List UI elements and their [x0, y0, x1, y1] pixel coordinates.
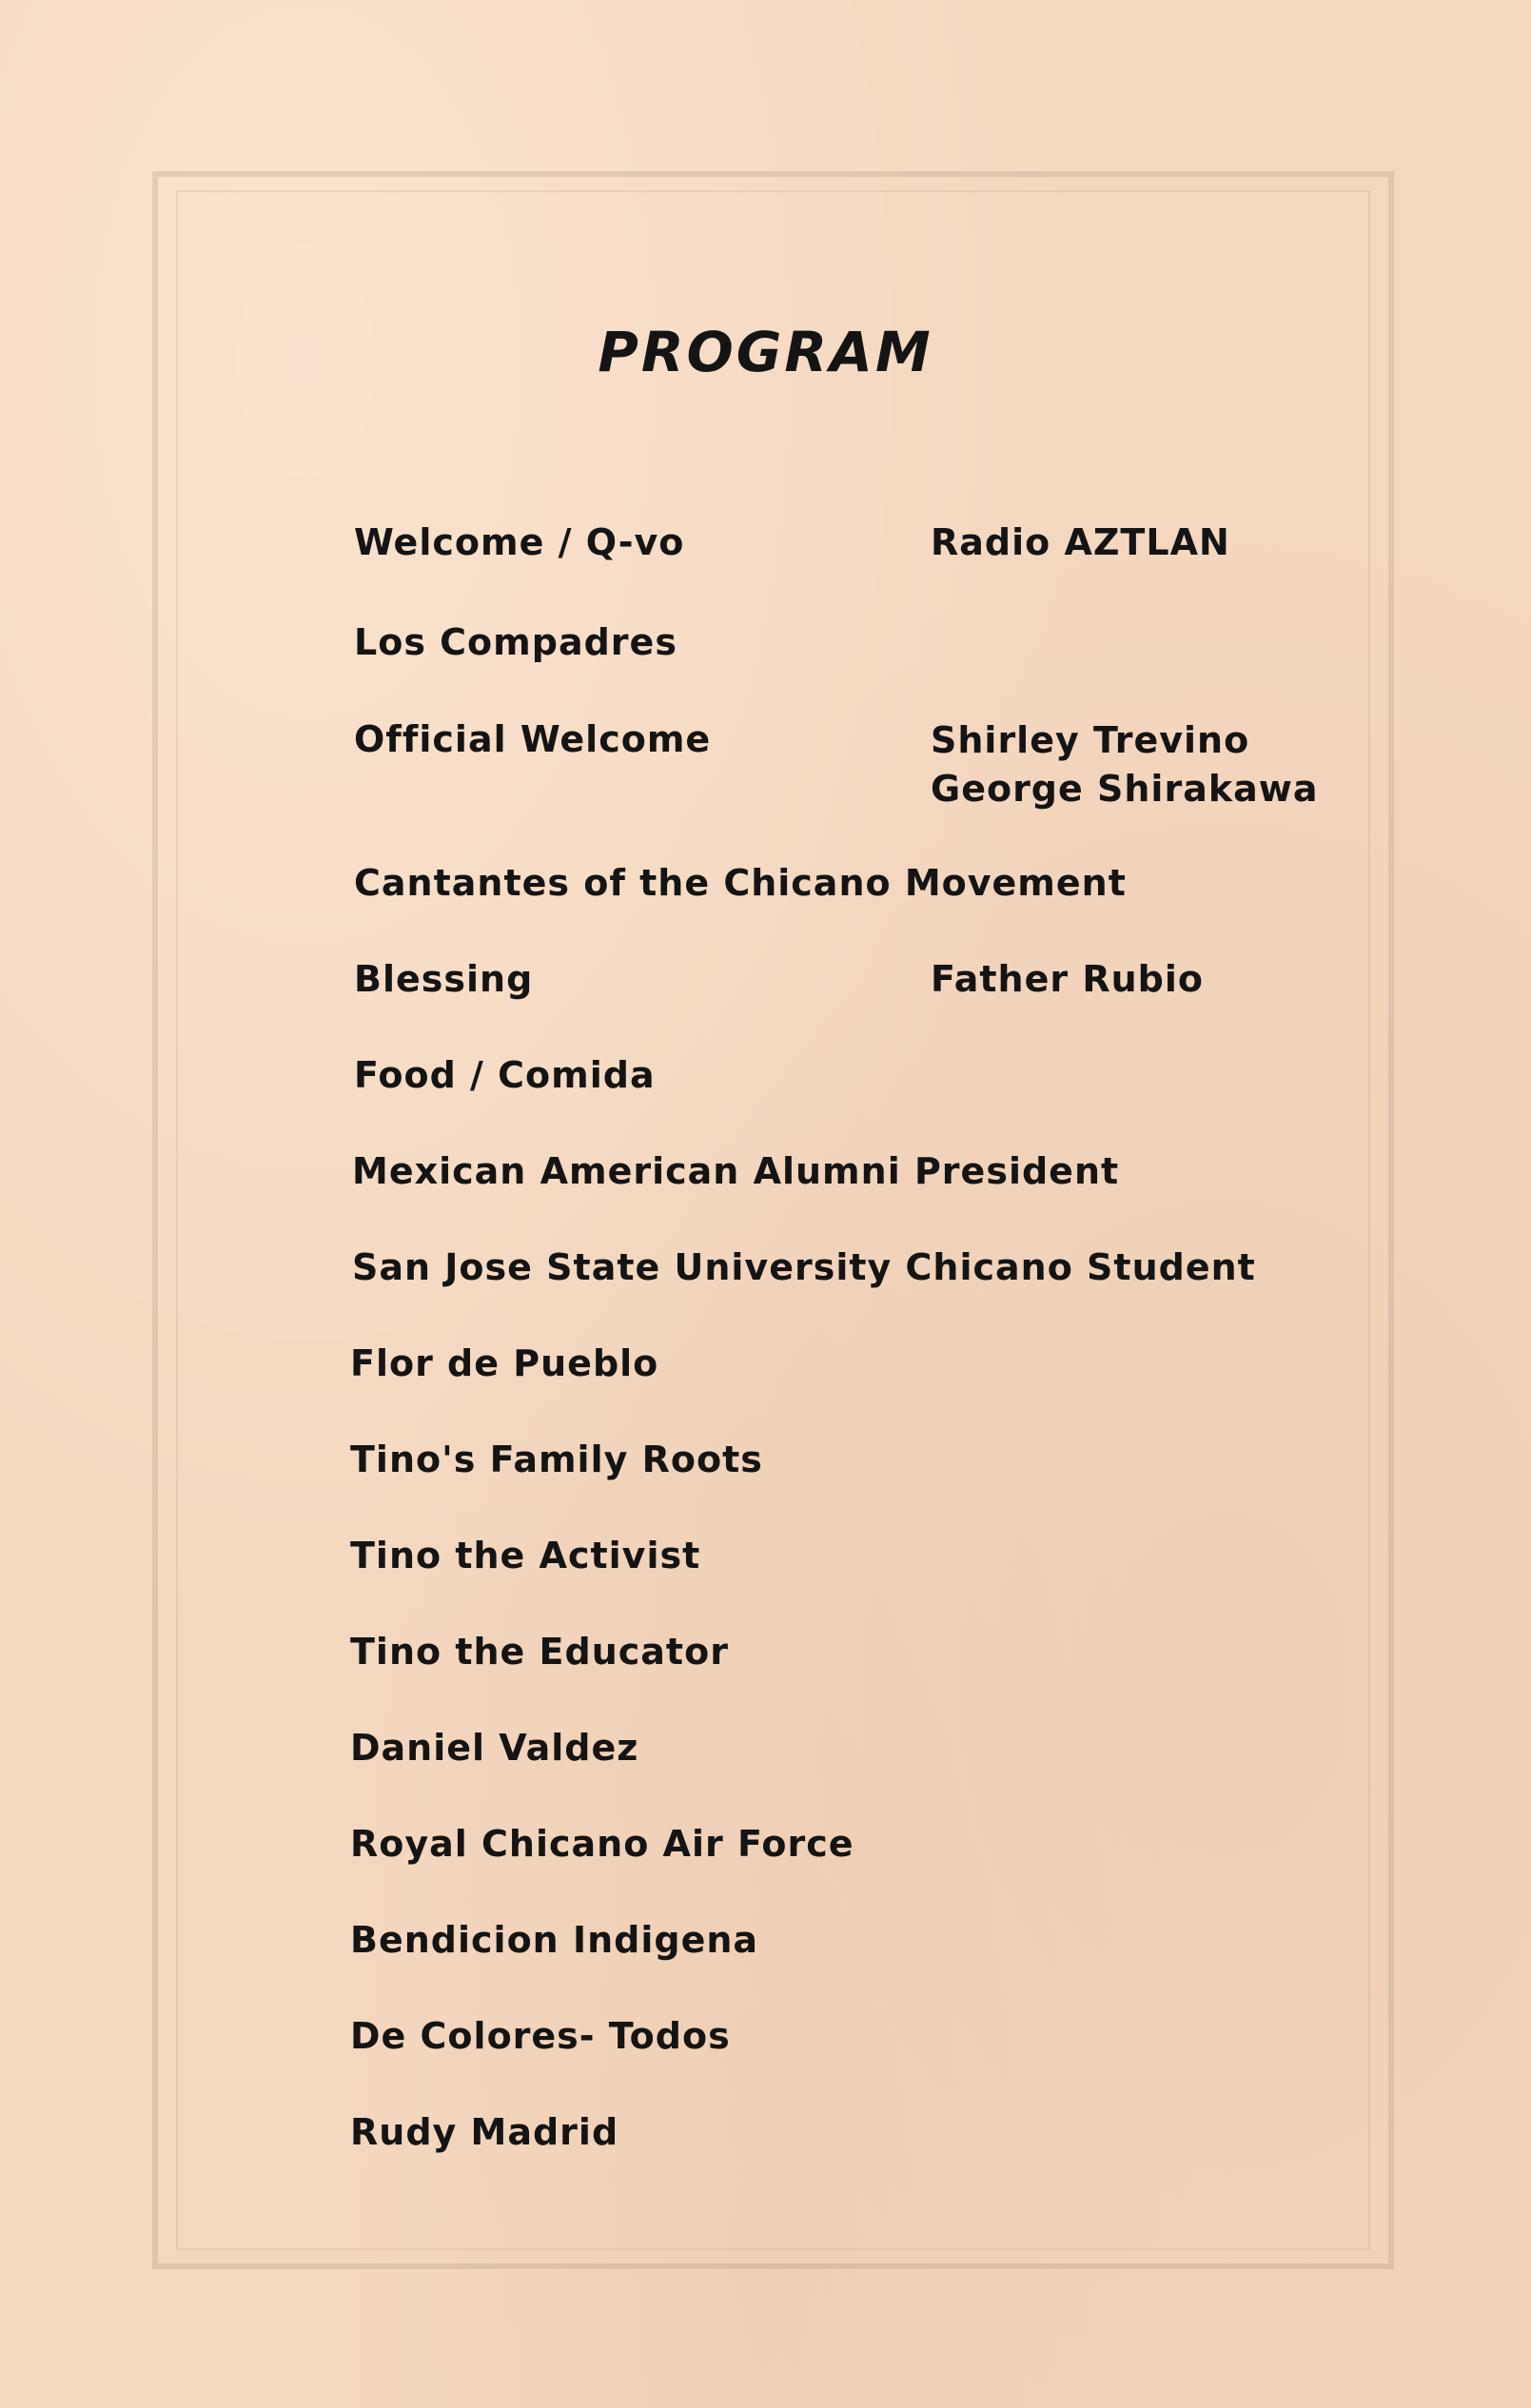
- program-item-official-welcome: Official Welcome: [354, 718, 712, 760]
- program-item-tino-educator: Tino the Educator: [350, 1631, 729, 1673]
- program-item-cantantes: Cantantes of the Chicano Movement: [354, 862, 1127, 904]
- program-item-daniel-valdez: Daniel Valdez: [350, 1727, 639, 1769]
- program-performer-radio-aztlan: Radio AZTLAN: [931, 521, 1230, 563]
- program-item-de-colores: De Colores- Todos: [350, 2015, 731, 2057]
- program-item-family-roots: Tino's Family Roots: [350, 1439, 763, 1480]
- program-item-royal-chicano-air-force: Royal Chicano Air Force: [350, 1823, 854, 1865]
- program-performer-george-shirakawa: George Shirakawa: [931, 768, 1319, 810]
- program-item-alumni-president: Mexican American Alumni President: [352, 1150, 1120, 1192]
- program-item-welcome: Welcome / Q-vo: [354, 521, 685, 563]
- program-performer-shirley-trevino: Shirley Trevino: [931, 719, 1250, 761]
- program-item-flor-de-pueblo: Flor de Pueblo: [350, 1342, 659, 1384]
- program-item-rudy-madrid: Rudy Madrid: [350, 2111, 619, 2153]
- program-item-blessing: Blessing: [354, 958, 534, 1000]
- program-item-food: Food / Comida: [354, 1054, 656, 1096]
- program-item-sjsu-chicano-student: San Jose State University Chicano Student: [352, 1246, 1256, 1288]
- program-item-tino-activist: Tino the Activist: [350, 1535, 701, 1576]
- program-item-los-compadres: Los Compadres: [354, 621, 677, 663]
- program-title: PROGRAM: [598, 320, 933, 384]
- program-item-bendicion-indigena: Bendicion Indigena: [350, 1919, 759, 1961]
- program-performer-father-rubio: Father Rubio: [931, 958, 1204, 1000]
